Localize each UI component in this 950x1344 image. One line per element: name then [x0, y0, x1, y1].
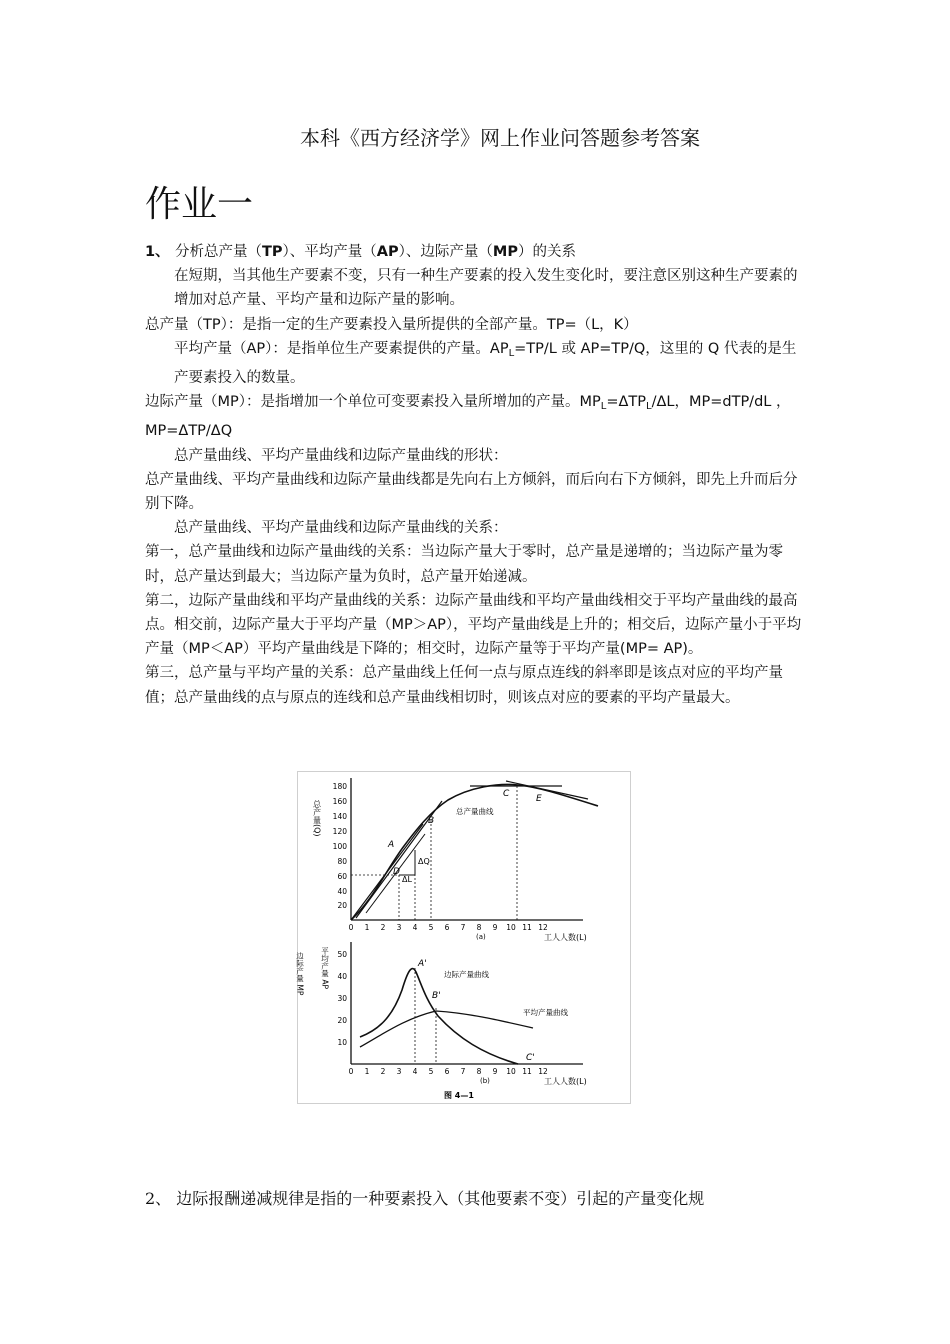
point-b-prime-label: B' — [432, 991, 441, 1001]
point-c-prime-label: C' — [526, 1053, 535, 1063]
bottom-xtick: 3 — [396, 1067, 402, 1076]
question-1-body — [145, 240, 808, 710]
top-y-label: 总产量(Q) — [312, 800, 322, 837]
bottom-x-label: 工人人数(L) — [544, 1077, 587, 1086]
top-xtick: 1 — [364, 923, 370, 932]
mp-curve — [360, 969, 518, 1064]
bottom-ytick: 40 — [337, 972, 347, 981]
section-title: 作业一 — [145, 184, 254, 225]
ap-definition: 平均产量（AP）：是指单位生产要素提供的产量。$AP_L=TP/L$ 或 AP=TP/Q，这里的 Q 代表的是生产要素投入的数量。 — [174, 340, 797, 387]
ap-curve — [360, 1011, 533, 1047]
bottom-xtick: 7 — [460, 1067, 466, 1076]
top-xtick: 0 — [348, 923, 354, 932]
bottom-ytick: 50 — [337, 950, 347, 959]
point-a-prime-label: A' — [418, 959, 427, 969]
bottom-ytick: 30 — [337, 994, 347, 1003]
bottom-xtick: 0 — [348, 1067, 354, 1076]
relation-first: 第一，总产量曲线和边际产量曲线的关系：当边际产量大于零时，总产量是递增的；当边际产量为零时，总产量达到最大；当边际产量为负时，总产量开始递减。 — [145, 544, 783, 585]
ap-curve-label: 平均产量曲线 — [523, 1008, 568, 1017]
top-xtick: 6 — [444, 923, 450, 932]
top-caption: (a) — [476, 933, 486, 941]
top-ytick: 60 — [337, 872, 347, 881]
point-b-label: B — [428, 816, 435, 826]
intro-paragraph: 在短期，当其他生产要素不变，只有一种生产要素的投入发生变化时，要注意区别这种生产要素的增加对总产量、平均产量和边际产量的影响。 — [174, 268, 798, 309]
mp-curve-label: 边际产量曲线 — [444, 970, 489, 979]
bottom-xtick: 4 — [412, 1067, 418, 1076]
tp-curve — [351, 785, 598, 920]
relation-second: 第二，边际产量曲线和平均产量曲线的关系：边际产量曲线和平均产量曲线相交于平均产量曲线的最高点。相交前，边际产量大于平均产量（MP＞AP），平均产量曲线是上升的；相交后，边际产量小于平均产量（MP＜AP）平均产量曲线是下降的；相交时，边际产量等于平均产量(MP= AP)。 — [145, 592, 802, 658]
bottom-xtick: 2 — [380, 1067, 386, 1076]
question-2-text: 边际报酬递减规律是指的一种要素投入（其他要素不变）引起的产量变化规 — [176, 1189, 705, 1208]
delta-q-label: ΔQ — [418, 857, 430, 866]
point-e-label: E — [536, 794, 542, 804]
top-xtick: 8 — [476, 923, 482, 932]
document-title: 本科《西方经济学》网上作业问答题参考答案 — [300, 126, 700, 150]
top-xtick: 9 — [492, 923, 498, 932]
figure-svg — [295, 772, 630, 1103]
point-c-label: C — [503, 789, 510, 799]
relation-third: 第三，总产量与平均产量的关系：总产量曲线上任何一点与原点连线的斜率即是该点对应的平均产量值；总产量曲线的点与原点的连线和总产量曲线相切时，则该点对应的要素的平均产量最大。 — [145, 665, 783, 706]
top-xtick: 2 — [380, 923, 386, 932]
top-xtick: 7 — [460, 923, 466, 932]
question-2 — [145, 1186, 845, 1209]
question-2-number: 2、 — [145, 1189, 172, 1208]
mp-definition: 边际产量（MP）：是指增加一个单位可变要素投入量所增加的产量。$MP_L=\Delta TP_L/\Delta L$，MP=dTP/dL ，MP=ΔTP/ΔQ — [145, 394, 791, 440]
bottom-caption: (b) — [480, 1077, 490, 1085]
top-xtick: 11 — [522, 923, 532, 932]
bottom-xtick: 1 — [364, 1067, 370, 1076]
bottom-ytick: 20 — [337, 1016, 347, 1025]
shape-heading: 总产量曲线、平均产量曲线和边际产量曲线的形状： — [174, 447, 508, 464]
ray-line-a — [351, 824, 423, 920]
bottom-xtick: 12 — [538, 1067, 548, 1076]
figure-caption: 图 4—1 — [444, 1091, 474, 1100]
tp-curve-label: 总产量曲线 — [456, 807, 494, 816]
top-xtick: 5 — [428, 923, 434, 932]
delta-l-label: ΔL — [402, 875, 412, 884]
top-ytick: 100 — [332, 842, 347, 851]
bottom-xtick: 11 — [522, 1067, 532, 1076]
shape-paragraph: 总产量曲线、平均产量曲线和边际产量曲线都是先向右上方倾斜，而后向右下方倾斜，即先上升而后分别下降。 — [145, 471, 798, 513]
top-ytick: 20 — [337, 901, 347, 910]
top-ytick: 40 — [337, 887, 347, 896]
top-ytick: 160 — [332, 797, 347, 806]
bottom-xtick: 8 — [476, 1067, 482, 1076]
relation-heading: 总产量曲线、平均产量曲线和边际产量曲线的关系： — [174, 520, 508, 537]
question-1-heading — [145, 240, 808, 264]
tp-definition: 总产量（TP）：是指一定的生产要素投入量所提供的全部产量。TP=（L，K） — [145, 316, 638, 333]
bottom-y-label-mp: 边际产量 MP — [295, 952, 305, 996]
question-1-number: 1、 — [145, 244, 170, 260]
top-ytick: 120 — [332, 827, 347, 836]
top-xtick: 10 — [506, 923, 516, 932]
bottom-xtick: 5 — [428, 1067, 434, 1076]
question-1-title: 分析总产量（TP）、平均产量（AP）、边际产量（MP）的关系 — [175, 244, 576, 260]
top-xtick: 4 — [412, 923, 418, 932]
tangent-line-e — [506, 781, 588, 799]
bottom-y-label-ap: 平均产量 AP — [320, 947, 330, 990]
bottom-ytick: 10 — [337, 1038, 347, 1047]
top-ytick: 80 — [337, 857, 347, 866]
point-a-label: A — [388, 840, 395, 850]
bottom-xtick: 10 — [506, 1067, 516, 1076]
top-ytick: 180 — [332, 782, 347, 791]
top-ytick: 140 — [332, 812, 347, 821]
bottom-xtick: 9 — [492, 1067, 498, 1076]
top-xtick: 12 — [538, 923, 548, 932]
bottom-xtick: 6 — [444, 1067, 450, 1076]
figure-4-1 — [297, 771, 631, 1104]
top-xtick: 3 — [396, 923, 402, 932]
top-x-label: 工人人数(L) — [544, 933, 587, 942]
point-d-label: D — [393, 867, 400, 877]
